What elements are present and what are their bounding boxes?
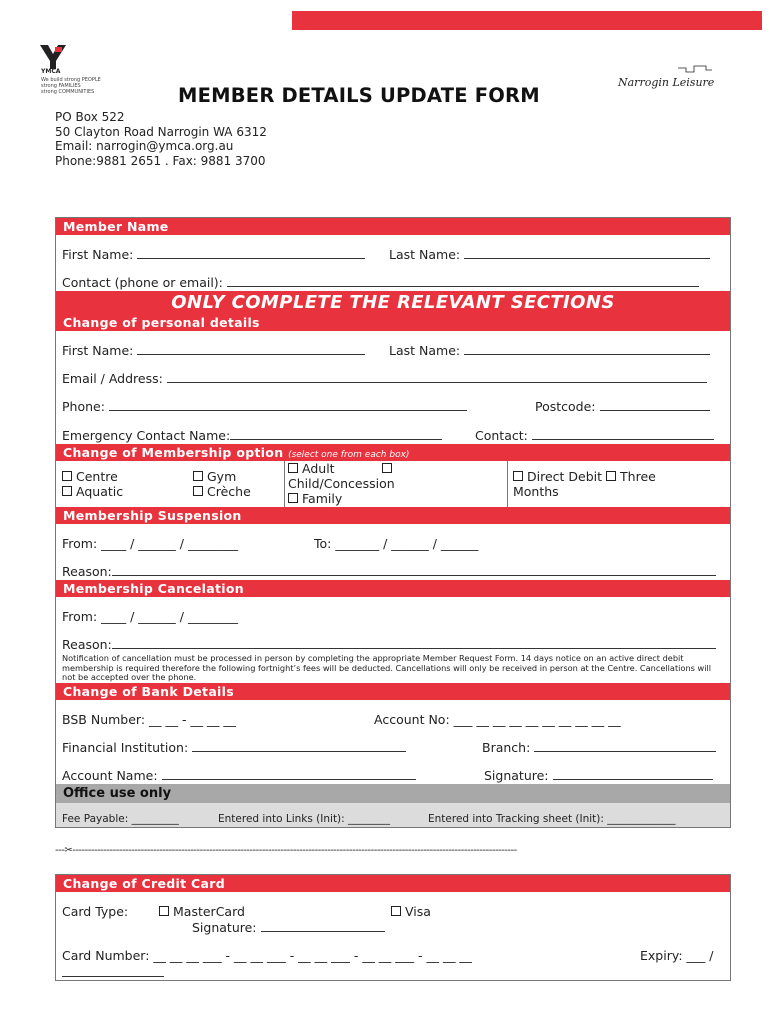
option-direct-debit[interactable]: Direct Debit Three [513,469,656,484]
postcode-label: Postcode: [535,399,710,414]
section-header-office-use: Office use only [56,784,730,803]
emergency-contact-number-label: Contact: [475,428,714,443]
option-three-months: Months [513,484,559,499]
section-header-suspension: Membership Suspension [56,507,730,524]
last-name-label: Last Name: [389,247,710,262]
bsb-number-field[interactable]: BSB Number: __ __ - __ __ __ [62,712,236,727]
cancelation-from-date[interactable]: From: ____ / ______ / ________ [62,609,238,624]
checkbox-icon [62,486,72,496]
account-number-field[interactable]: Account No: ___ __ __ __ __ __ __ __ __ __ [374,712,621,727]
cancelation-notice: Notification of cancellation must be processed in person by completing the appropriate Member Request Form. 14 days notice on an active direct debit membership is required therefore the following fortnight’s fees will be deducted. Cancellations will only be received in person at the Centre. Cancellations will not be accepted over the phone. [62,653,712,682]
option-child-concession: Child/Concession [288,476,395,491]
option-centre[interactable]: Centre [62,469,118,484]
checkbox-icon [159,906,169,916]
card-type-visa[interactable]: Visa [391,904,431,919]
financial-institution-label: Financial Institution: [62,740,406,755]
option-creche[interactable]: Crèche [193,484,251,499]
divider [507,461,508,507]
address-block: PO Box 522 50 Clayton Road Narrogin WA 6312 Email: narrogin@ymca.org.au Phone:9881 2651 . Fax: 9881 3700 [55,110,267,168]
ymca-name: YMCA [41,68,61,75]
checkbox-icon [62,471,72,481]
card-expiry-line [62,976,164,977]
section-header-personal-details: Change of personal details [56,314,730,331]
suspension-from-date[interactable]: From: ____ / ______ / ________ [62,536,238,551]
signature-label: Signature: [484,768,713,783]
section-header-membership-option: Change of Membership option (select one from each box) [56,444,730,461]
suspension-to-date[interactable]: To: _______ / ______ / ______ [314,536,479,551]
checkbox-icon [606,471,616,481]
entered-links-field: Entered into Links (Init): ________ [218,813,391,825]
first-name-label: First Name: [62,247,365,262]
emergency-contact-label: Emergency Contact Name: [62,428,442,443]
checkbox-icon [382,463,392,473]
card-type-label: Card Type: [62,904,129,919]
card-type-mastercard[interactable]: MasterCard [159,904,245,919]
card-signature-label: Signature: [192,920,385,935]
personal-last-name-label: Last Name: [389,343,710,358]
personal-first-name-label: First Name: [62,343,365,358]
checkbox-icon [193,486,203,496]
checkbox-icon [288,493,298,503]
option-family[interactable]: Family [288,491,342,506]
option-adult[interactable]: Adult [288,461,335,476]
ymca-tagline: We build strong PEOPLE strong FAMILIES strong COMMUNITIES [41,77,101,95]
account-name-label: Account Name: [62,768,416,783]
relevant-sections-banner: ONLY COMPLETE THE RELEVANT SECTIONS [56,291,730,314]
partner-logo-text: Narrogin Leisure [618,76,715,89]
checkbox-icon [391,906,401,916]
suspension-reason-label: Reason: [62,564,716,579]
option-aquatic[interactable]: Aquatic [62,484,123,499]
section-header-cancelation: Membership Cancelation [56,580,730,597]
divider [284,461,285,507]
entered-tracking-field: Entered into Tracking sheet (Init): _____________ [428,813,676,825]
option-gym[interactable]: Gym [193,469,236,484]
checkbox-icon [193,471,203,481]
section-header-bank-details: Change of Bank Details [56,683,730,700]
contact-label: Contact (phone or email): [62,275,699,290]
phone-label: Phone: [62,399,467,414]
checkbox-icon [288,463,298,473]
option-child-concession-checkbox[interactable] [382,461,396,476]
fee-payable-field: Fee Payable: _________ [62,813,179,825]
page-title: MEMBER DETAILS UPDATE FORM [178,84,540,107]
checkbox-icon [513,471,523,481]
cancelation-reason-label: Reason: [62,637,716,652]
email-address-label: Email / Address: [62,371,707,386]
cut-line: ---✂----------------------------------------------------------------------------------------------------------------------------------------------- [55,845,517,856]
card-expiry-field[interactable]: Expiry: ___ / [640,948,714,963]
card-number-field[interactable]: Card Number: __ __ __ ___ - __ __ ___ - __ __ ___ - __ __ ___ - __ __ __ [62,948,472,963]
top-accent-bar [292,11,762,30]
branch-label: Branch: [482,740,716,755]
section-header-member-name: Member Name [56,218,730,235]
section-header-credit-card: Change of Credit Card [56,875,730,892]
